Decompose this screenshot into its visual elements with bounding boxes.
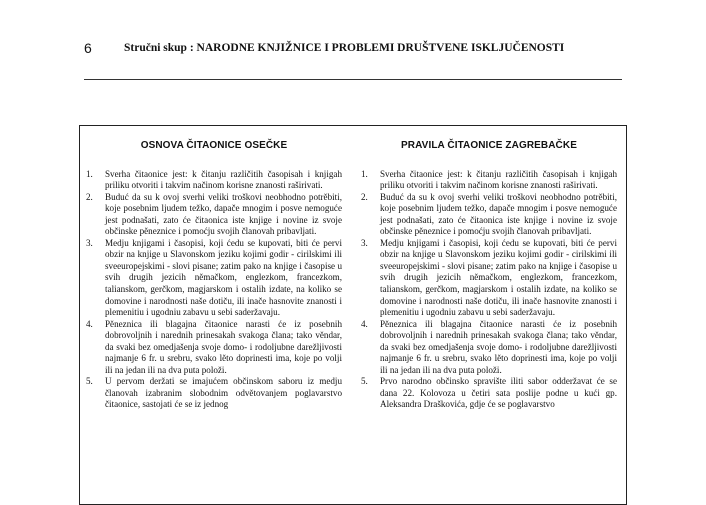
header-rule [84, 79, 622, 80]
article-item [86, 169, 342, 192]
right-article-list [361, 169, 617, 411]
article-item [361, 376, 617, 411]
article-number: 5. [86, 376, 93, 387]
article-text: Medju knjigami i časopisi, koji ćedu se kupovati, biti će pervi obzir na knjige u Slavonskom jeziku kojimi godir - cirilskimi ili sveeuropejskimi - slovi pisane; zatim pako na knjige i časopise u svih drugih jezicih nĕmačkom, englezkom, francezkom, talianskom, gerčkom, magjarskom i ostalih izdate, na koliko se domovine i narodnosti naše dotiču, ili inače hasnovite znanosti i plemenitiu i ugodniu zabavu u sebi saderžavaju. [380, 237, 617, 318]
article-text: Buduć da su k ovoj sverhi veliki troškovi neobhodno potrĕbiti, koje posebnim ljudem težko, dapače mnogim i posve nemoguće jest podnašati, zato će čitaonica iste knjige i novine iz svoje občinske pĕneznice i pomoćju svojih članovah pribavljati. [105, 191, 342, 237]
article-item [361, 169, 617, 192]
right-column [361, 140, 617, 411]
article-item [86, 319, 342, 377]
article-number: 4. [86, 318, 93, 329]
article-item [361, 192, 617, 238]
running-header-title: Stručni skup : NARODNE KNJIŽNICE I PROBLEMI DRUŠTVENE ISKLJUČENOSTI [124, 42, 565, 54]
article-item [361, 238, 617, 319]
right-column-title: PRAVILA ČITAONICE ZAGREBAČKE [401, 140, 577, 151]
article-item [86, 238, 342, 319]
article-number: 2. [361, 191, 368, 202]
left-column [86, 140, 342, 411]
article-number: 3. [86, 237, 93, 248]
article-item [86, 192, 342, 238]
article-text: U pervom deržati se imajućem občinskom saboru iz medju članovah izabranim slobodnim odvĕtovanjem poglavarstvo čitaonice, sastojati će se iz jednog [105, 376, 342, 410]
article-text: Pĕneznica ili blagajna čitaonice narasti će iz posebnih dobrovoljnih i narednih prinesakah svakoga člana; tako vĕndar, da svaki bez omedjašenja svoje domo- i rodoljubne darežljivosti najmanje 6 fr. u srebru, svako lĕto doprinesti ima, koje po volji ili na jedan ili na dva puta položi. [105, 318, 342, 375]
article-text: Medju knjigami i časopisi, koji ćedu se kupovati, biti će pervi obzir na knjige u Slavonskom jeziku kojimi godir - cirilskimi ili sveeuropejskimi - slovi pisane; zatim pako na knjige i časopise u svih drugih jezicih nĕmačkom, englezkom, francezkom, talianskom, gerčkom, magjarskom i ostalih izdate, na koliko se domovine i narodnosti naše dotiču, ili inače hasnovite znanosti i plemenitiu i ugodniu zabavu u sebi saderžavaju. [105, 237, 342, 318]
article-item [86, 376, 342, 411]
article-number: 4. [361, 318, 368, 329]
article-number: 5. [361, 376, 368, 387]
article-text: Buduć da su k ovoj sverhi veliki troškovi neobhodno potrĕbiti, koje posebnim ljudem težko, dapače mnogim i posve nemoguće jest podnašati, zato će čitaonica iste knjige i novine iz svoje občinske pĕneznice i pomoćju svojih članovah pribavljati. [380, 191, 617, 237]
article-text: Pĕneznica ili blagajna čitaonice narasti će iz posebnih dobrovoljnih i narednih prinesakah svakoga člana; tako vĕndar, da svaki bez omedjašenja svoje domo- i rodoljubne darežljivosti najmanje 6 fr. u srebru, svako lĕto doprinesti ima, koje po volji ili na jedan ili na dva puta položi. [380, 318, 617, 375]
left-article-list [86, 169, 342, 411]
article-text: Prvo narodno občinsko spravište iliti sabor odderžavat će se dana 22. Kolovoza u četiri sata poslije podne u kući gp. Aleksandra Draškovića, gdje će se poglavarstvo [380, 376, 617, 410]
article-number: 1. [86, 168, 93, 179]
left-column-title: OSNOVA ČITAONICE OSEČKE [140, 140, 288, 151]
article-number: 3. [361, 237, 368, 248]
article-text: Sverha čitaonice jest: k čitanju različitih časopisah i knjigah priliku otvoriti i takvim načinom korisne znanosti raširivati. [105, 168, 342, 191]
article-number: 2. [86, 191, 93, 202]
page-number: 6 [84, 40, 92, 56]
article-text: Sverha čitaonice jest: k čitanju različitih časopisah i knjigah priliku otvoriti i takvim načinom korisne znanosti raširivati. [380, 168, 617, 191]
article-item [361, 319, 617, 377]
article-number: 1. [361, 168, 368, 179]
